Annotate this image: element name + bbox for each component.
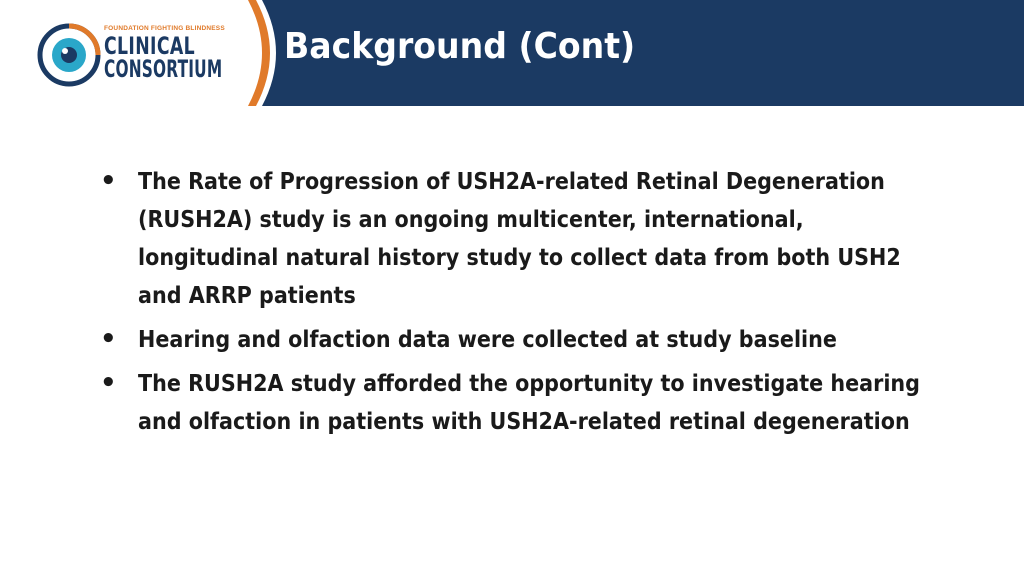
logo-line-clinical: CLINICAL <box>104 32 195 60</box>
logo-line-consortium: CONSORTIUM <box>104 55 223 83</box>
eye-logo-icon <box>36 22 102 88</box>
slide-title: Background (Cont) <box>284 26 636 67</box>
bullet-dot-icon: • <box>100 324 117 354</box>
logo-tagline: FOUNDATION FIGHTING BLINDNESS <box>104 25 225 32</box>
slide-header <box>0 0 1024 106</box>
bullet-text: Hearing and olfaction data were collected at study baseline <box>138 327 837 353</box>
bullet-list <box>100 163 940 441</box>
bullet-item <box>100 365 940 441</box>
bullet-text: The Rate of Progression of USH2A-related Retinal Degeneration (RUSH2A) study is an ongoing multicenter, international, longitudinal natural history study to collect data from both USH2 and ARRP patients <box>138 169 901 309</box>
clinical-consortium-logo <box>36 22 246 86</box>
bullet-dot-icon: • <box>100 166 117 196</box>
slide-body <box>100 163 940 447</box>
bullet-text: The RUSH2A study afforded the opportunity to investigate hearing and olfaction in patients with USH2A-related retinal degeneration <box>138 371 920 435</box>
bullet-item <box>100 321 940 359</box>
bullet-dot-icon: • <box>100 368 117 398</box>
bullet-item <box>100 163 940 315</box>
